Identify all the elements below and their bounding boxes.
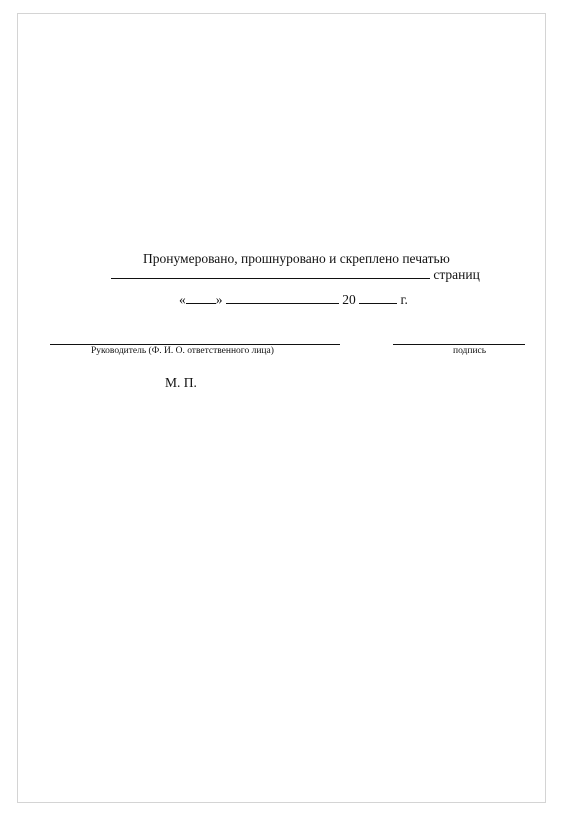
date-century: 20 xyxy=(342,292,356,307)
pages-suffix: страниц xyxy=(433,267,480,282)
signature-line[interactable] xyxy=(393,344,525,345)
day-blank[interactable] xyxy=(186,292,216,304)
date-line xyxy=(179,292,408,308)
date-close-quote: » xyxy=(215,292,223,307)
date-open-quote: « xyxy=(179,292,186,307)
page-count-blank[interactable] xyxy=(111,267,430,279)
month-blank[interactable] xyxy=(226,292,339,304)
year-blank[interactable] xyxy=(359,292,397,304)
signature-caption: подпись xyxy=(453,346,487,356)
head-caption: Руководитель (Ф. И. О. ответственного лица) xyxy=(91,346,274,356)
stamp-label: М. П. xyxy=(165,375,197,390)
document-page xyxy=(17,13,546,803)
date-year-suffix: г. xyxy=(400,292,408,307)
certification-title: Пронумеровано, прошнуровано и скреплено печатью xyxy=(143,251,450,266)
page-count-line xyxy=(111,267,480,283)
head-name-line[interactable] xyxy=(50,344,340,345)
